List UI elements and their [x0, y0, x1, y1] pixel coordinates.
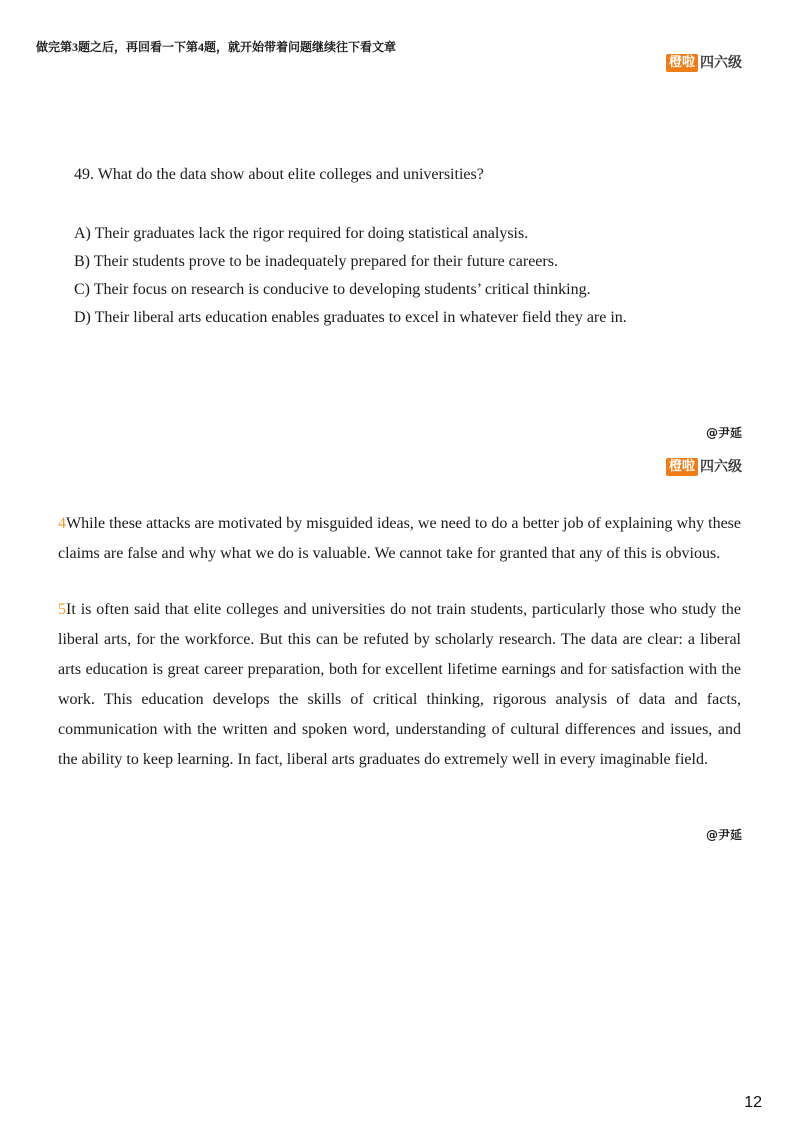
option-a: A) Their graduates lack the rigor required for doing statistical analysis.	[74, 225, 529, 242]
brand-logo-secondary	[666, 458, 742, 476]
paragraph-number: 5	[58, 601, 66, 618]
paragraph-text: While these attacks are motivated by misguided ideas, we need to do a better job of explaining why these claims are false and why what we do is valuable. We cannot take for granted that any of this is obvious.	[58, 515, 741, 562]
brand-logo-badge: 橙啦	[666, 54, 698, 72]
author-credit: @尹延	[705, 426, 742, 440]
brand-logo-text: 四六级	[700, 459, 742, 475]
option-c: C) Their focus on research is conducive to developing students’ critical thinking.	[74, 281, 591, 298]
brand-logo-text: 四六级	[700, 55, 742, 71]
author-credit: @尹延	[705, 828, 742, 842]
option-d: D) Their liberal arts education enables graduates to excel in whatever field they are in.	[74, 309, 627, 326]
option-b: B) Their students prove to be inadequately prepared for their future careers.	[74, 253, 558, 270]
passage-paragraph-4	[58, 509, 741, 569]
brand-logo-badge: 橙啦	[666, 458, 698, 476]
answer-options	[74, 220, 627, 332]
page-number: 12	[744, 1094, 762, 1111]
question-stem: 49. What do the data show about elite colleges and universities?	[74, 166, 484, 183]
brand-logo	[666, 54, 742, 72]
paragraph-number: 4	[58, 515, 66, 532]
instruction-note: 做完第3题之后，再回看一下第4题，就开始带着问题继续往下看文章	[36, 40, 397, 54]
passage-paragraph-5	[58, 595, 741, 775]
paragraph-text: It is often said that elite colleges and universities do not train students, particularly those who study the liberal arts, for the workforce. But this can be refuted by scholarly research. The data are clear: a liberal arts education is great career preparation, both for excellent lifetime earnings and for satisfaction with the work. This education develops the skills of critical thinking, rigorous analysis of data and facts, communication with the written and spoken word, understanding of cultural differences and issues, and the ability to keep learning. In fact, liberal arts graduates do extremely well in every imaginable field.	[58, 601, 741, 768]
